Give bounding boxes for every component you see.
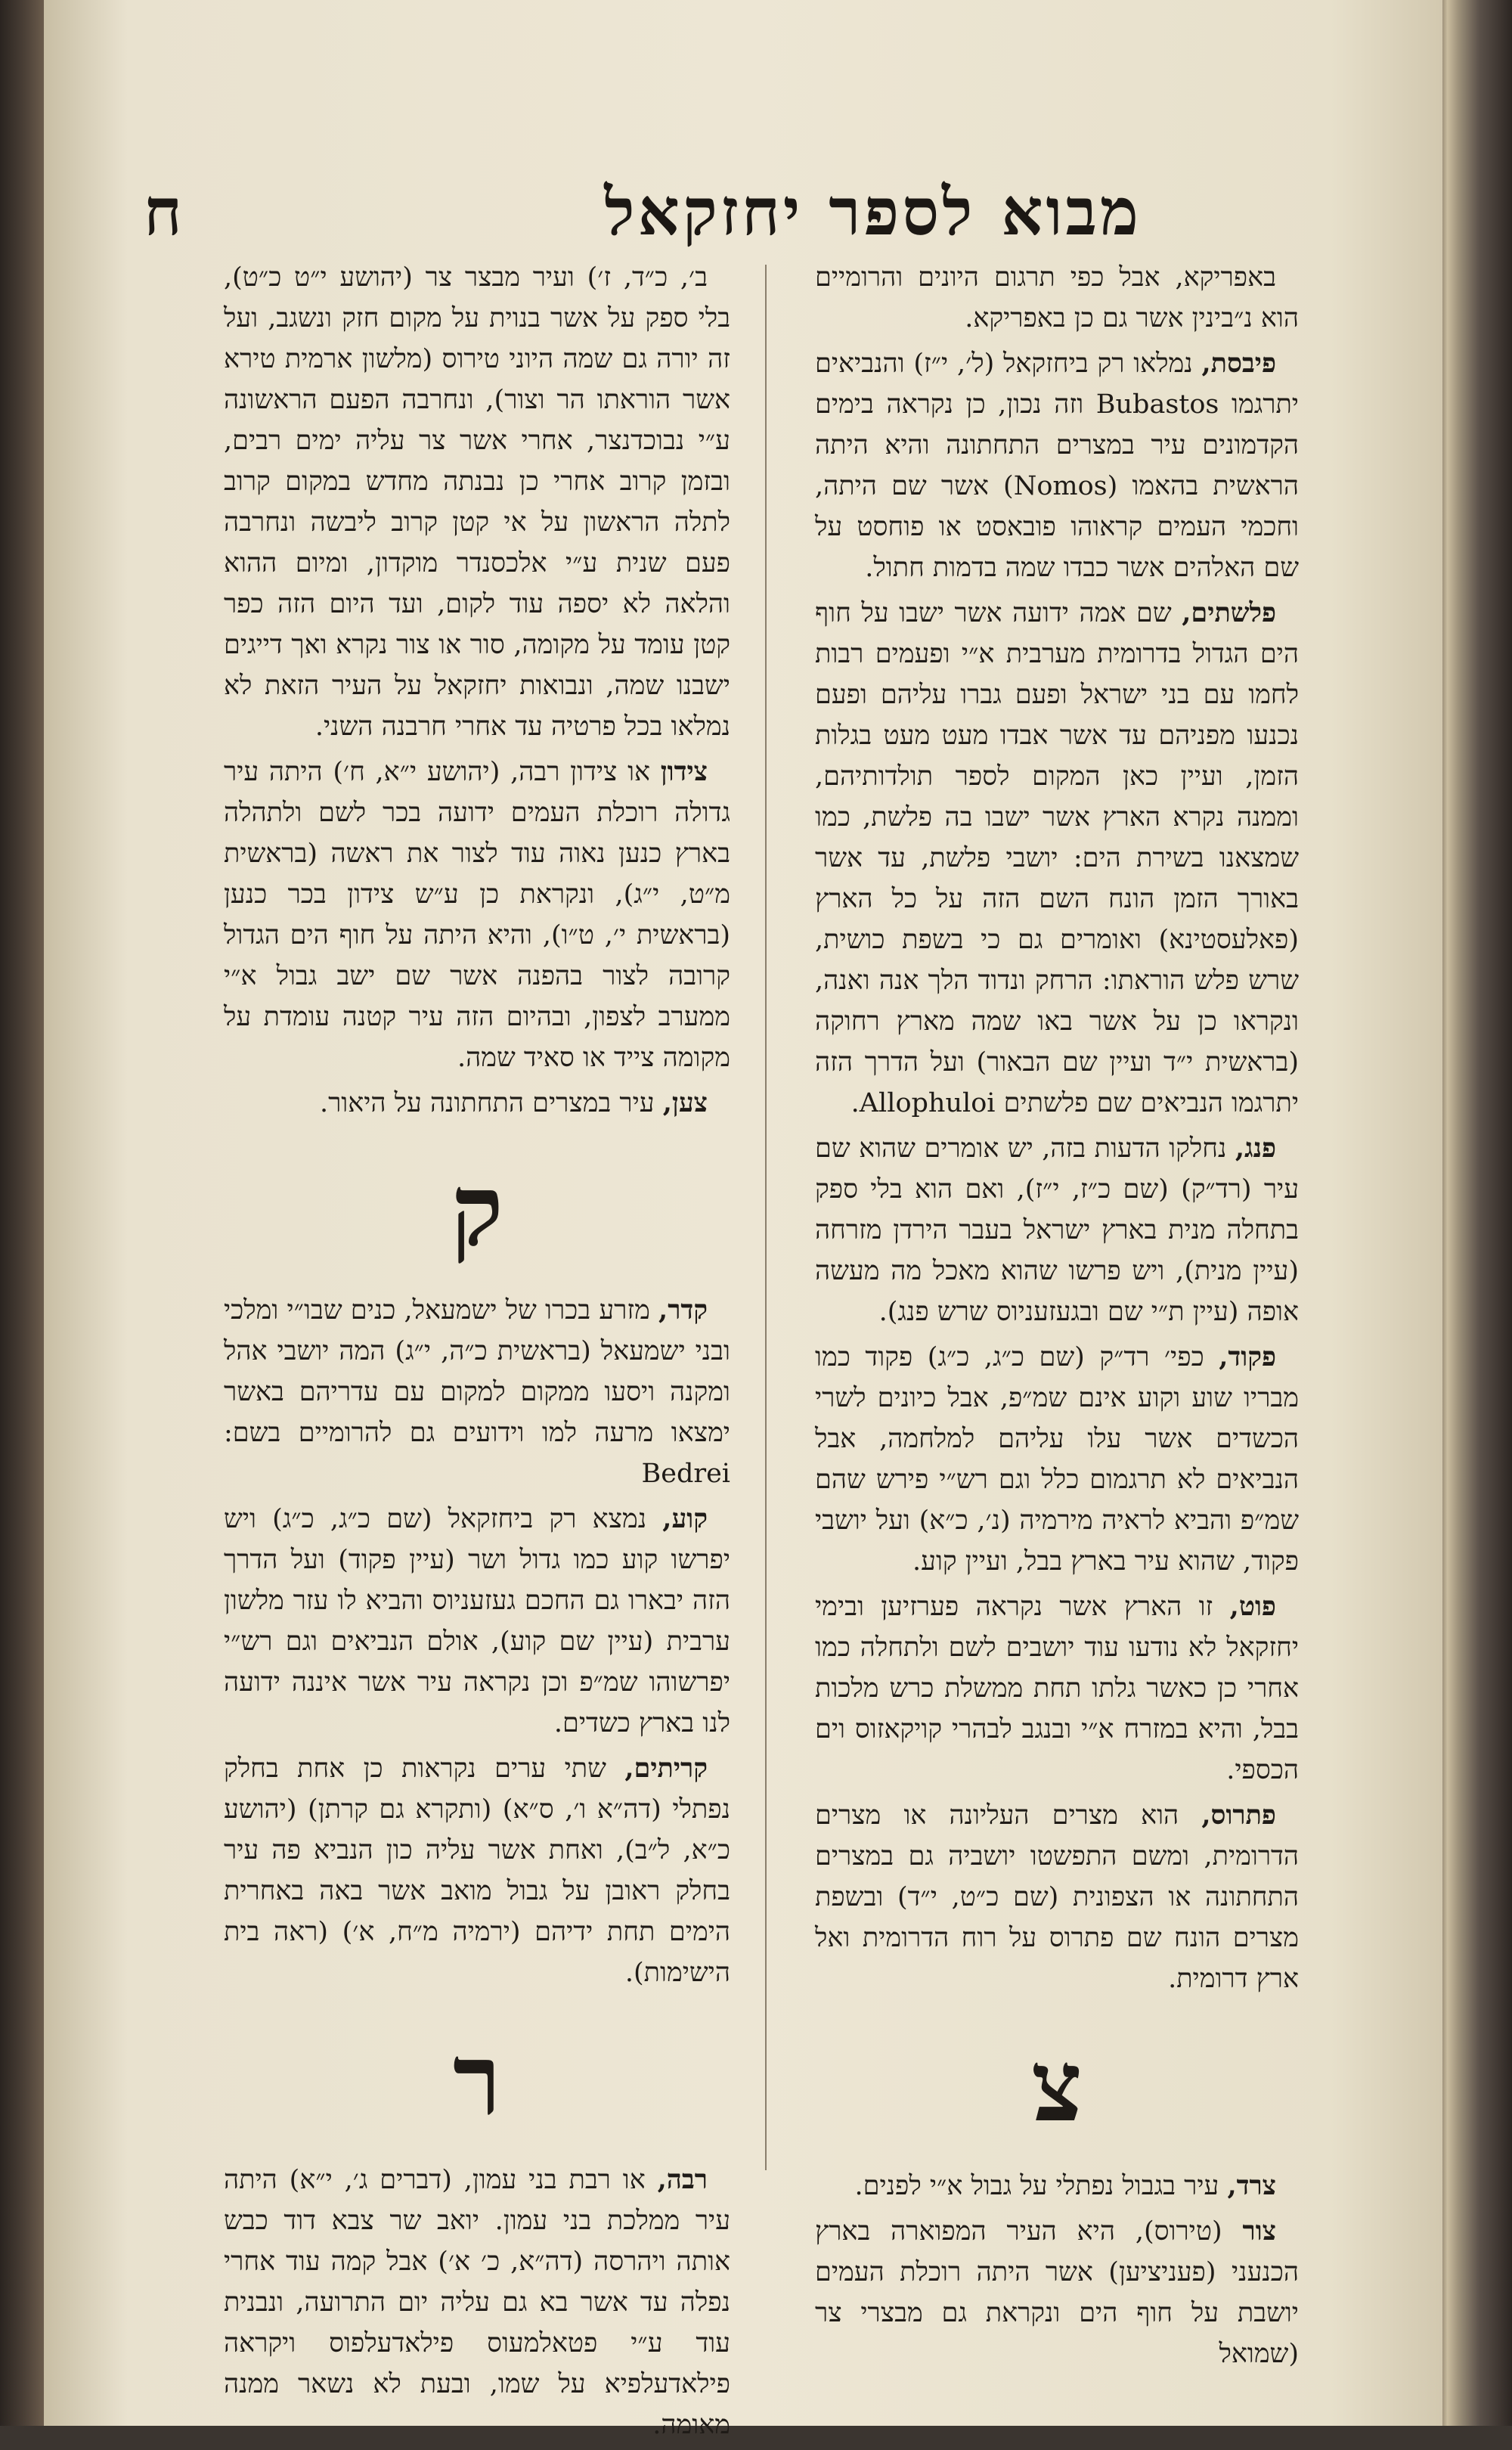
- entry-text: עיר בגבול נפתלי על גבול א״י לפנים.: [854, 2171, 1219, 2201]
- entry-lemma: פוט,: [1229, 1591, 1276, 1622]
- page-stack-edge: [1440, 0, 1512, 2426]
- entry-lemma: פיבסת,: [1201, 348, 1276, 379]
- left-column: [224, 257, 730, 2450]
- entry: [815, 1795, 1299, 1999]
- entry-lemma: קדר,: [658, 1295, 708, 1326]
- entry-lemma: צור: [1242, 2216, 1276, 2247]
- entry: באפריקא, אבל כפי תרגום היונים והרומיים הוא נ״בינין אשר גם כן באפריקא.: [815, 262, 1299, 333]
- entry-text: או רבת בני עמון, (דברים ג׳, י״א) היתה עיר ממלכת בני עמון. יואב שר צבא דוד כבש אותה ויהרסה (דה״א, כ׳ א׳) אבל קמה עוד אחרי נפלה עד אשר בא גם עליה יום התרועה, ונבנית עוד ע״י פטאלמעוס פילאדעלפוס ויקראה פילאדעלפיא על שמו, ובעת לא נשאר ממנה מאומה.: [224, 2165, 730, 2440]
- page-header: [144, 166, 1142, 257]
- entry-lemma: פתרוס,: [1201, 1800, 1276, 1831]
- entry: [224, 1499, 730, 1744]
- entry: [815, 1128, 1299, 1332]
- entry-lemma: קריתים,: [624, 1753, 708, 1784]
- entry-lemma: צידון: [660, 756, 708, 787]
- entry: [815, 1337, 1299, 1582]
- folio-letter: ח: [144, 173, 182, 250]
- section-letter-resh: ר: [453, 2022, 501, 2138]
- entry: [224, 1083, 730, 1124]
- entry-text: נמצא רק ביחזקאל (שם כ״ג, כ״ג) ויש יפרשו קוע כמו גדול ושר (עיין פקוד) ועל הדרך הזה יבארו גם החכם געזעניוס והביא לו עזר מלשון ערבית (עיין שם קוע), אולם הנביאים וגם רש״י יפרשוהו שמ״פ וכן נקראה עיר אשר איננה ידועה לנו בארץ כשדים.: [224, 1504, 730, 1738]
- section-letter-tsadi: צ: [1030, 2028, 1083, 2144]
- entry-text: ב׳, כ״ד, ז׳) ועיר מבצר צר (יהושע י״ט כ״ט), בלי ספק על אשר בנוית על מקום חזק ונשגב, ועל זה יורה גם שמה היוני טירוס (מלשון ארמית טירא אשר הוראתו הר וצור), ונחרבה הפעם הראשונה ע״י נבוכדנצר, אחרי אשר צר עליה ימים רבים, ובזמן קרוב אחרי כן נבנתה מחדש במקום קרוב לתלה הראשון על אי קטן קרוב ליבשה ונחרבה פעם שנית ע״י אלכסנדר מוקדון, ומיום ההוא והלאה לא יספה עוד לקום, ועד היום הזה כפר קטן עומד על מקומה, סור או צור נקרא ואך דייגים ישבנו שמה, ונבואות יחזקאל על העיר הזאת לא נמלאו בכל פרטיה עד אחרי חרבנה השני.: [224, 262, 730, 742]
- entry-lemma: פלשתים,: [1182, 597, 1276, 628]
- section-letter-qof: ק: [451, 1152, 503, 1268]
- entry-text: נחלקו הדעות בזה, יש אומרים שהוא שם עיר (רד״ק) (שם כ״ז, י״ז), ואם הוא בלי ספק בתחלה מנית בארץ ישראל בעבר הירדן מזרחה (עיין מנית), ויש פרשו שהוא מאכל מה מעשה אופה (עיין ת״י שם ובגעזעניוס שרש פנג).: [815, 1134, 1299, 1327]
- entry: [815, 1586, 1299, 1791]
- entry-lemma: צען,: [662, 1087, 708, 1118]
- entry-text: (טירוס), היא העיר המפוארה בארץ הכנעני (פעניציען) אשר היתה רוכלת העמים יושבת על חוף הים ונקראת גם מבצרי צר (שמואל: [815, 2216, 1299, 2369]
- entry: [224, 1748, 730, 1993]
- entry: [224, 257, 730, 747]
- entry: [815, 343, 1299, 588]
- entry-lemma: פקוד,: [1219, 1341, 1276, 1372]
- column-divider: [765, 265, 767, 2170]
- entry-text: מזרע בכרו של ישמעאל, כנים שבו״י ומלכי ובני ישמעאל (בראשית כ״ה, י״ג) המה יושבי אהל ומקנה ויסעו ממקום למקום עם עדריהם באשר ימצאו מרעה למו וידועים גם להרומיים בשם: Bedrei: [224, 1295, 730, 1489]
- entry: [815, 2166, 1299, 2207]
- entry-text: כפי׳ רד״ק (שם כ״ג, כ״ג) פקוד כמו מבריו שוע וקוע אינם שמ״פ, אבל כיונים לשרי הכשדים אשר עלו עליהם למלחמה, אבל הנביאים לא תרגמום כלל וגם רש״י פירש שהם שמ״פ והביא לראיה מירמיה (נ׳, כ״א) ועל יושבי פקוד, שהוא עיר בארץ בבל, ועיין קוע.: [815, 1342, 1299, 1577]
- entry-text: עיר במצרים התחתונה על היאור.: [319, 1088, 655, 1118]
- entry-text: הוא מצרים העליונה או מצרים הדרומית, ומשם התפשטו יושביה גם במצרים התחתונה או הצפונית (שם כ״ט, י״ד) ובשפת מצרים הונח שם פתרוס על רוח הדרומית ואל ארץ דרומית.: [815, 1800, 1299, 1994]
- entry-text: שם אמה ידועה אשר ישבו על חוף הים הגדול בדרומית מערבית א״י ופעמים רבות לחמו עם בני ישראל ופעם גברו עליהם ופעם נכנעו מפניהם עד אשר אבדו מעט מעט בגלות הזמן, ועיין כאן המקום לספר תולדותיהם, וממנה נקרא הארץ אשר ישבו בה פלשת, כמו שמצאנו בשירת הים: יושבי פלשת, עד אשר באורך הזמן הונח השם הזה על כל הארץ (פאלעסטינא) ואומרים גם כי בשפת כושית, שרש פלש הוראתו: הרחק ונדוד הלך אנה ואנה, ונקראו כן על אשר באו שמה מארץ רחוקה (בראשית י״ד ועיין שם הבאור) ועל הדרך הזה יתרגמו הנביאים שם פלשתים Allophuloi.: [815, 598, 1299, 1118]
- entry-lemma: קוע,: [662, 1503, 708, 1534]
- entry: [815, 2211, 1299, 2374]
- running-title: מבוא לספר יחזקאל: [604, 173, 1142, 250]
- right-column: [815, 257, 1299, 2379]
- entry-text: או צידון רבה, (יהושע י״א, ח׳) היתה עיר גדולה רוכלת העמים ידועה בכר לשם ולתהלה בארץ כנען נאוה עוד לצור את ראשה (בראשית מ״ט, י״ג), ונקראת כן ע״ש צידון בכר כנען (בראשית י׳, ט״ו), והיא היתה על חוף הים הגדול קרובה לצור בהפנה אשר שם ישב גבול א״י ממערב לצפון, ובהיום הזה עיר קטנה עומדת על מקומה צייד או סאיד שמה.: [224, 757, 730, 1073]
- entry-lemma: רבה,: [657, 2164, 708, 2195]
- entry-text: שתי ערים נקראות כן אחת בחלק נפתלי (דה״א ו׳, ס״א) (ותקרא גם קרתן) (יהושע כ״א, ל״ב), ואחת אשר עליה כון הנביא פה עיר בחלק ראובן על גבול מואב אשר באה באחרית הימים תחת ידיהם (ירמיה מ״ח, א׳) (ראה בית הישימות).: [224, 1754, 730, 1988]
- entry-lemma: צרד,: [1227, 2170, 1276, 2201]
- entry: [224, 752, 730, 1078]
- entry-lemma: פנג,: [1235, 1133, 1276, 1164]
- entry: [224, 2160, 730, 2445]
- entry-text: נמלאו רק ביחזקאל (ל׳, י״ז) והנביאים יתרגמו Bubastos וזה נכון, כן נקראה בימים הקדמונים עיר במצרים התחתונה והיא היתה הראשית בהאמו (Nomos) אשר שם היתה, וחכמי העמים קראוהו פובאסט או פוחסט על שם האלהים אשר כבדו שמה בדמות חתול.: [815, 349, 1299, 583]
- entry-text: זו הארץ אשר נקראה פערזיען ובימי יחזקאל לא נודעו עוד יושבים לשם ולתחלה כמו אחרי כן כאשר גלתו תחת ממשלת כרש מלכות בבל, והיא במזרח א״י ובנגב לבהרי קויקאזוס וים הכספי.: [815, 1592, 1299, 1785]
- entry: [815, 593, 1299, 1124]
- entry: [224, 1290, 730, 1494]
- book-binding-edge: [0, 0, 44, 2426]
